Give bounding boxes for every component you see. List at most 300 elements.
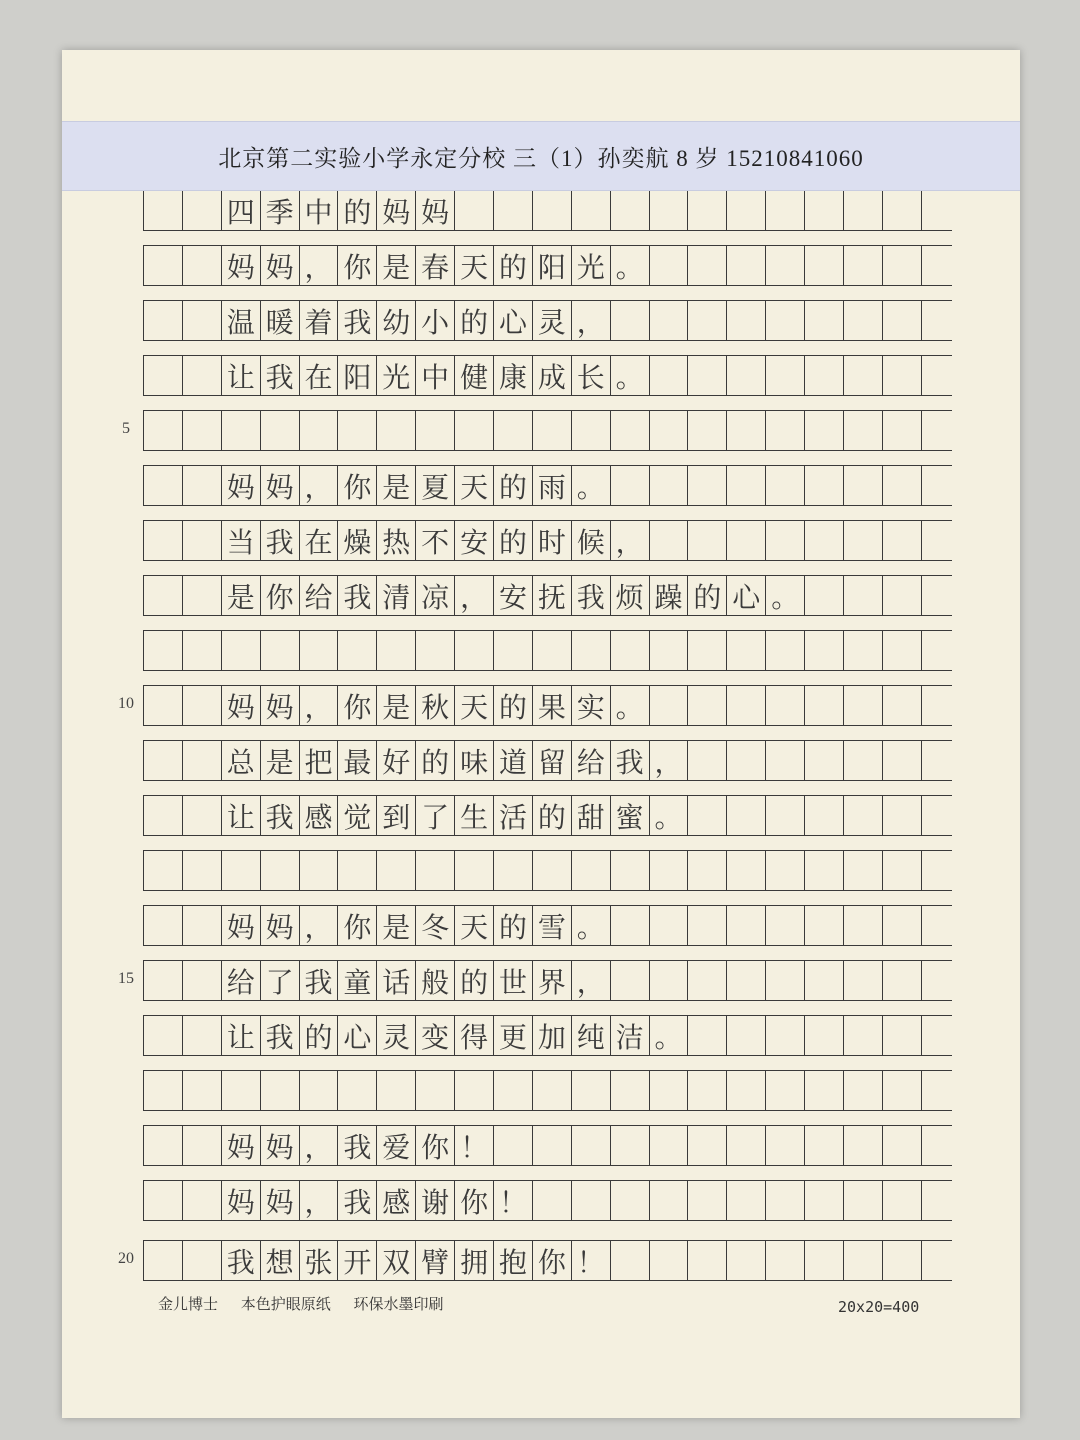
grid-cell: ，: [455, 576, 494, 615]
grid-cell: [688, 246, 727, 285]
grid-cell: [805, 1016, 844, 1055]
grid-cell: [455, 411, 494, 450]
grid-cell: [572, 1181, 611, 1220]
grid-cell: [805, 686, 844, 725]
grid-cell: [494, 411, 533, 450]
grid-row: [143, 1015, 952, 1056]
grid-cell: 给: [300, 576, 339, 615]
grid-row: [143, 740, 952, 781]
grid-cell: 在: [300, 356, 339, 395]
grid-row: [143, 575, 952, 616]
grid-cell: 的: [494, 686, 533, 725]
grid-cell: [688, 961, 727, 1000]
grid-cell: [766, 1181, 805, 1220]
grid-cell: ，: [572, 301, 611, 340]
grid-cell: 味: [455, 741, 494, 780]
grid-cell: 开: [338, 1241, 377, 1280]
grid-cell: 健: [455, 356, 494, 395]
grid-cell: [727, 246, 766, 285]
grid-cell: [144, 1016, 183, 1055]
grid-cell: [144, 466, 183, 505]
grid-cell: [144, 906, 183, 945]
grid-cell: [766, 631, 805, 670]
grid-cell: [183, 1241, 222, 1280]
grid-cell: [650, 521, 689, 560]
grid-cell: [844, 1181, 883, 1220]
grid-cell: [494, 851, 533, 890]
grid-cell: [883, 521, 922, 560]
grid-cell: [805, 411, 844, 450]
grid-cell: 是: [222, 576, 261, 615]
grid-cell: [883, 1126, 922, 1165]
grid-cell: [222, 851, 261, 890]
grid-cell: [844, 1126, 883, 1165]
grid-cell: 觉: [338, 796, 377, 835]
grid-cell: [805, 796, 844, 835]
grid-cell: [805, 1071, 844, 1110]
grid-cell: [222, 1071, 261, 1110]
grid-cell: 般: [416, 961, 455, 1000]
grid-cell: [144, 961, 183, 1000]
grid-cell: [766, 961, 805, 1000]
grid-cell: [572, 411, 611, 450]
grid-cell: [805, 356, 844, 395]
grid-cell: 的: [416, 741, 455, 780]
grid-cell: [805, 1181, 844, 1220]
grid-cell: [144, 191, 183, 230]
grid-row: [143, 960, 952, 1001]
grid-cell: [611, 961, 650, 1000]
grid-cell: [844, 631, 883, 670]
grid-cell: 我: [222, 1241, 261, 1280]
grid-cell: [183, 356, 222, 395]
grid-cell: [844, 686, 883, 725]
grid-cell: [727, 961, 766, 1000]
grid-cell: 谢: [416, 1181, 455, 1220]
grid-cell: 的: [688, 576, 727, 615]
grid-cell: [688, 1016, 727, 1055]
grid-cell: 的: [338, 191, 377, 230]
grid-cell: [183, 631, 222, 670]
grid-cell: [883, 466, 922, 505]
grid-cell: [766, 191, 805, 230]
grid-cell: [883, 1071, 922, 1110]
grid-cell: [727, 1016, 766, 1055]
grid-cell: 妈: [261, 466, 300, 505]
grid-cell: [338, 1071, 377, 1110]
grid-cell: [377, 1071, 416, 1110]
grid-cell: [611, 1071, 650, 1110]
grid-cell: [805, 1126, 844, 1165]
grid-cell: [611, 851, 650, 890]
grid-cell: 最: [338, 741, 377, 780]
grid-cell: [688, 631, 727, 670]
grid-cell: [766, 796, 805, 835]
grid-cell: 你: [338, 246, 377, 285]
grid-cell: 让: [222, 1016, 261, 1055]
grid-cell: [222, 411, 261, 450]
student-label-strip: [62, 121, 1020, 191]
grid-cell: [377, 631, 416, 670]
grid-cell: ，: [611, 521, 650, 560]
grid-cell: [533, 1181, 572, 1220]
grid-cell: [416, 851, 455, 890]
grid-cell: [261, 1071, 300, 1110]
grid-cell: ，: [300, 906, 339, 945]
grid-cell: [844, 961, 883, 1000]
grid-cell: [650, 961, 689, 1000]
grid-cell: [572, 1126, 611, 1165]
grid-cell: 妈: [261, 906, 300, 945]
grid-cell: [455, 631, 494, 670]
grid-cell: 雪: [533, 906, 572, 945]
grid-cell: 是: [377, 686, 416, 725]
grid-cell: 话: [377, 961, 416, 1000]
grid-cell: [727, 301, 766, 340]
grid-cell: [144, 686, 183, 725]
grid-cell: [183, 191, 222, 230]
grid-cell: [727, 1241, 766, 1280]
grid-cell: [766, 686, 805, 725]
grid-cell: 妈: [261, 246, 300, 285]
grid-cell: 更: [494, 1016, 533, 1055]
grid-cell: [883, 246, 922, 285]
grid-cell: [766, 1016, 805, 1055]
grid-cell: [844, 906, 883, 945]
grid-cell: 你: [261, 576, 300, 615]
grid-cell: 加: [533, 1016, 572, 1055]
grid-cell: [300, 1071, 339, 1110]
grid-cell: [883, 961, 922, 1000]
grid-cell: 拥: [455, 1241, 494, 1280]
grid-cell: [688, 741, 727, 780]
grid-cell: [688, 191, 727, 230]
grid-cell: [766, 1126, 805, 1165]
grid-cell: 妈: [377, 191, 416, 230]
grid-cell: 臂: [416, 1241, 455, 1280]
grid-cell: 抱: [494, 1241, 533, 1280]
grid-cell: 心: [338, 1016, 377, 1055]
grid-cell: 了: [416, 796, 455, 835]
grid-cell: [805, 906, 844, 945]
grid-cell: [650, 1241, 689, 1280]
grid-cell: 。: [611, 356, 650, 395]
line-number: 10: [118, 695, 134, 712]
grid-cell: [727, 1071, 766, 1110]
grid-cell: 双: [377, 1241, 416, 1280]
grid-cell: 我: [261, 796, 300, 835]
grid-row: [143, 795, 952, 836]
grid-cell: 暖: [261, 301, 300, 340]
grid-cell: ，: [650, 741, 689, 780]
grid-cell: 心: [494, 301, 533, 340]
grid-cell: 。: [650, 1016, 689, 1055]
grid-cell: [533, 1126, 572, 1165]
grid-row: [143, 300, 952, 341]
grid-cell: [688, 1071, 727, 1110]
grid-cell: [844, 191, 883, 230]
grid-cell: [533, 631, 572, 670]
grid-cell: ！: [572, 1241, 611, 1280]
grid-cell: [572, 851, 611, 890]
grid-cell: 我: [261, 1016, 300, 1055]
grid-cell: 给: [222, 961, 261, 1000]
grid-cell: 想: [261, 1241, 300, 1280]
grid-cell: 蜜: [611, 796, 650, 835]
grid-cell: [883, 686, 922, 725]
grid-cell: 抚: [533, 576, 572, 615]
grid-cell: ！: [494, 1181, 533, 1220]
grid-cell: 我: [300, 961, 339, 1000]
grid-cell: [844, 301, 883, 340]
grid-cell: [766, 741, 805, 780]
grid-cell: [727, 1126, 766, 1165]
grid-cell: [183, 741, 222, 780]
grid-cell: 的: [455, 301, 494, 340]
grid-cell: [727, 521, 766, 560]
grid-cell: 我: [261, 521, 300, 560]
grid-cell: 了: [261, 961, 300, 1000]
grid-cell: 灵: [377, 1016, 416, 1055]
grid-cell: [183, 521, 222, 560]
grid-cell: 给: [572, 741, 611, 780]
grid-cell: [727, 191, 766, 230]
grid-cell: 的: [494, 521, 533, 560]
grid-cell: [650, 191, 689, 230]
grid-cell: [883, 1181, 922, 1220]
grid-cell: [650, 1071, 689, 1110]
grid-cell: [494, 631, 533, 670]
grid-cell: [455, 191, 494, 230]
grid-cell: 好: [377, 741, 416, 780]
grid-cell: [805, 301, 844, 340]
grid-cell: 的: [455, 961, 494, 1000]
grid-cell: [650, 356, 689, 395]
grid-cell: [144, 246, 183, 285]
grid-cell: [611, 906, 650, 945]
grid-cell: [183, 1126, 222, 1165]
grid-cell: [144, 301, 183, 340]
grid-cell: 我: [338, 576, 377, 615]
grid-cell: 在: [300, 521, 339, 560]
grid-cell: 你: [455, 1181, 494, 1220]
grid-cell: 长: [572, 356, 611, 395]
grid-cell: ，: [300, 686, 339, 725]
grid-cell: [805, 741, 844, 780]
grid-cell: 成: [533, 356, 572, 395]
grid-cell: [533, 851, 572, 890]
grid-cell: [883, 301, 922, 340]
grid-cell: 。: [650, 796, 689, 835]
grid-cell: [572, 1071, 611, 1110]
grid-cell: 温: [222, 301, 261, 340]
grid-cell: 是: [261, 741, 300, 780]
line-number: 5: [122, 420, 130, 437]
grid-cell: 感: [300, 796, 339, 835]
grid-cell: [416, 1071, 455, 1110]
grid-cell: 的: [494, 906, 533, 945]
grid-cell: [455, 1071, 494, 1110]
grid-cell: 春: [416, 246, 455, 285]
grid-cell: 我: [338, 1181, 377, 1220]
grid-cell: [261, 411, 300, 450]
grid-cell: [844, 356, 883, 395]
grid-cell: [572, 631, 611, 670]
grid-cell: 的: [494, 246, 533, 285]
grid-cell: 时: [533, 521, 572, 560]
grid-cell: ，: [300, 246, 339, 285]
grid-cell: [611, 1181, 650, 1220]
grid-cell: 四: [222, 191, 261, 230]
grid-cell: 妈: [416, 191, 455, 230]
grid-cell: [650, 301, 689, 340]
grid-cell: [494, 1071, 533, 1110]
grid-cell: 纯: [572, 1016, 611, 1055]
grid-cell: [144, 576, 183, 615]
grid-cell: [688, 1241, 727, 1280]
grid-cell: [766, 521, 805, 560]
grid-cell: 实: [572, 686, 611, 725]
grid-cell: 。: [611, 686, 650, 725]
grid-cell: 的: [494, 466, 533, 505]
grid-cell: [611, 191, 650, 230]
grid-cell: [300, 851, 339, 890]
line-number: 20: [118, 1250, 134, 1267]
grid-row: [143, 1180, 952, 1221]
grid-row: [143, 1070, 952, 1111]
grid-cell: [494, 1126, 533, 1165]
grid-cell: 小: [416, 301, 455, 340]
grid-cell: [727, 796, 766, 835]
grid-cell: [766, 301, 805, 340]
grid-cell: 你: [338, 686, 377, 725]
grid-cell: [805, 191, 844, 230]
grid-cell: [261, 631, 300, 670]
grid-cell: 让: [222, 356, 261, 395]
grid-cell: [727, 631, 766, 670]
grid-cell: [144, 1241, 183, 1280]
grid-cell: [766, 1241, 805, 1280]
grid-cell: 幼: [377, 301, 416, 340]
grid-cell: [183, 1016, 222, 1055]
grid-cell: [572, 191, 611, 230]
grid-cell: 。: [766, 576, 805, 615]
grid-cell: 留: [533, 741, 572, 780]
grid-cell: [144, 1071, 183, 1110]
grid-cell: 躁: [650, 576, 689, 615]
grid-cell: ，: [572, 961, 611, 1000]
grid-cell: [883, 906, 922, 945]
grid-cell: 妈: [222, 906, 261, 945]
grid-cell: [183, 1181, 222, 1220]
grid-cell: 安: [455, 521, 494, 560]
grid-cell: 着: [300, 301, 339, 340]
grid-cell: [533, 191, 572, 230]
grid-cell: [844, 521, 883, 560]
grid-cell: 我: [338, 1126, 377, 1165]
grid-cell: 妈: [261, 1181, 300, 1220]
grid-cell: 妈: [261, 686, 300, 725]
grid-cell: [144, 521, 183, 560]
grid-cell: 的: [533, 796, 572, 835]
grid-cell: [300, 631, 339, 670]
grid-cell: [300, 411, 339, 450]
grid-cell: 阳: [338, 356, 377, 395]
grid-cell: 妈: [261, 1126, 300, 1165]
grid-row: [143, 1125, 952, 1166]
grid-cell: [883, 356, 922, 395]
line-number: 15: [118, 970, 134, 987]
grid-cell: [883, 576, 922, 615]
grid-row: [143, 630, 952, 671]
grid-cell: [416, 411, 455, 450]
grid-cell: 妈: [222, 246, 261, 285]
grid-cell: 候: [572, 521, 611, 560]
grid-cell: [611, 411, 650, 450]
grid-cell: [844, 411, 883, 450]
grid-cell: 中: [416, 356, 455, 395]
grid-cell: [844, 1016, 883, 1055]
grid-cell: [183, 466, 222, 505]
grid-cell: 天: [455, 466, 494, 505]
grid-cell: [883, 796, 922, 835]
grid-cell: [766, 411, 805, 450]
grid-cell: [883, 741, 922, 780]
grid-cell: [766, 906, 805, 945]
grid-cell: [144, 796, 183, 835]
grid-cell: [883, 851, 922, 890]
grid-cell: [844, 796, 883, 835]
grid-cell: 妈: [222, 1181, 261, 1220]
grid-cell: 秋: [416, 686, 455, 725]
grid-row: [143, 1240, 952, 1281]
grid-cell: [883, 1016, 922, 1055]
grid-cell: [144, 631, 183, 670]
grid-cell: [338, 851, 377, 890]
grid-cell: [844, 741, 883, 780]
grid-cell: 童: [338, 961, 377, 1000]
grid-cell: [727, 906, 766, 945]
grid-cell: [766, 246, 805, 285]
grid-cell: 活: [494, 796, 533, 835]
grid-cell: 洁: [611, 1016, 650, 1055]
grid-cell: 是: [377, 466, 416, 505]
grid-cell: ，: [300, 1126, 339, 1165]
grid-cell: [183, 906, 222, 945]
grid-cell: 雨: [533, 466, 572, 505]
grid-cell: [844, 851, 883, 890]
grid-cell: [650, 466, 689, 505]
grid-cell: 总: [222, 741, 261, 780]
grid-cell: [611, 1126, 650, 1165]
grid-cell: [844, 466, 883, 505]
grid-cell: 得: [455, 1016, 494, 1055]
grid-cell: [805, 631, 844, 670]
grid-cell: 凉: [416, 576, 455, 615]
grid-cell: 爱: [377, 1126, 416, 1165]
grid-cell: [650, 906, 689, 945]
grid-cell: 你: [338, 466, 377, 505]
grid-cell: 冬: [416, 906, 455, 945]
grid-cell: [338, 631, 377, 670]
grid-cell: [650, 411, 689, 450]
grid-cell: 让: [222, 796, 261, 835]
grid-cell: [183, 796, 222, 835]
grid-cell: 果: [533, 686, 572, 725]
grid-cell: [688, 1181, 727, 1220]
grid-cell: [688, 906, 727, 945]
grid-cell: 变: [416, 1016, 455, 1055]
